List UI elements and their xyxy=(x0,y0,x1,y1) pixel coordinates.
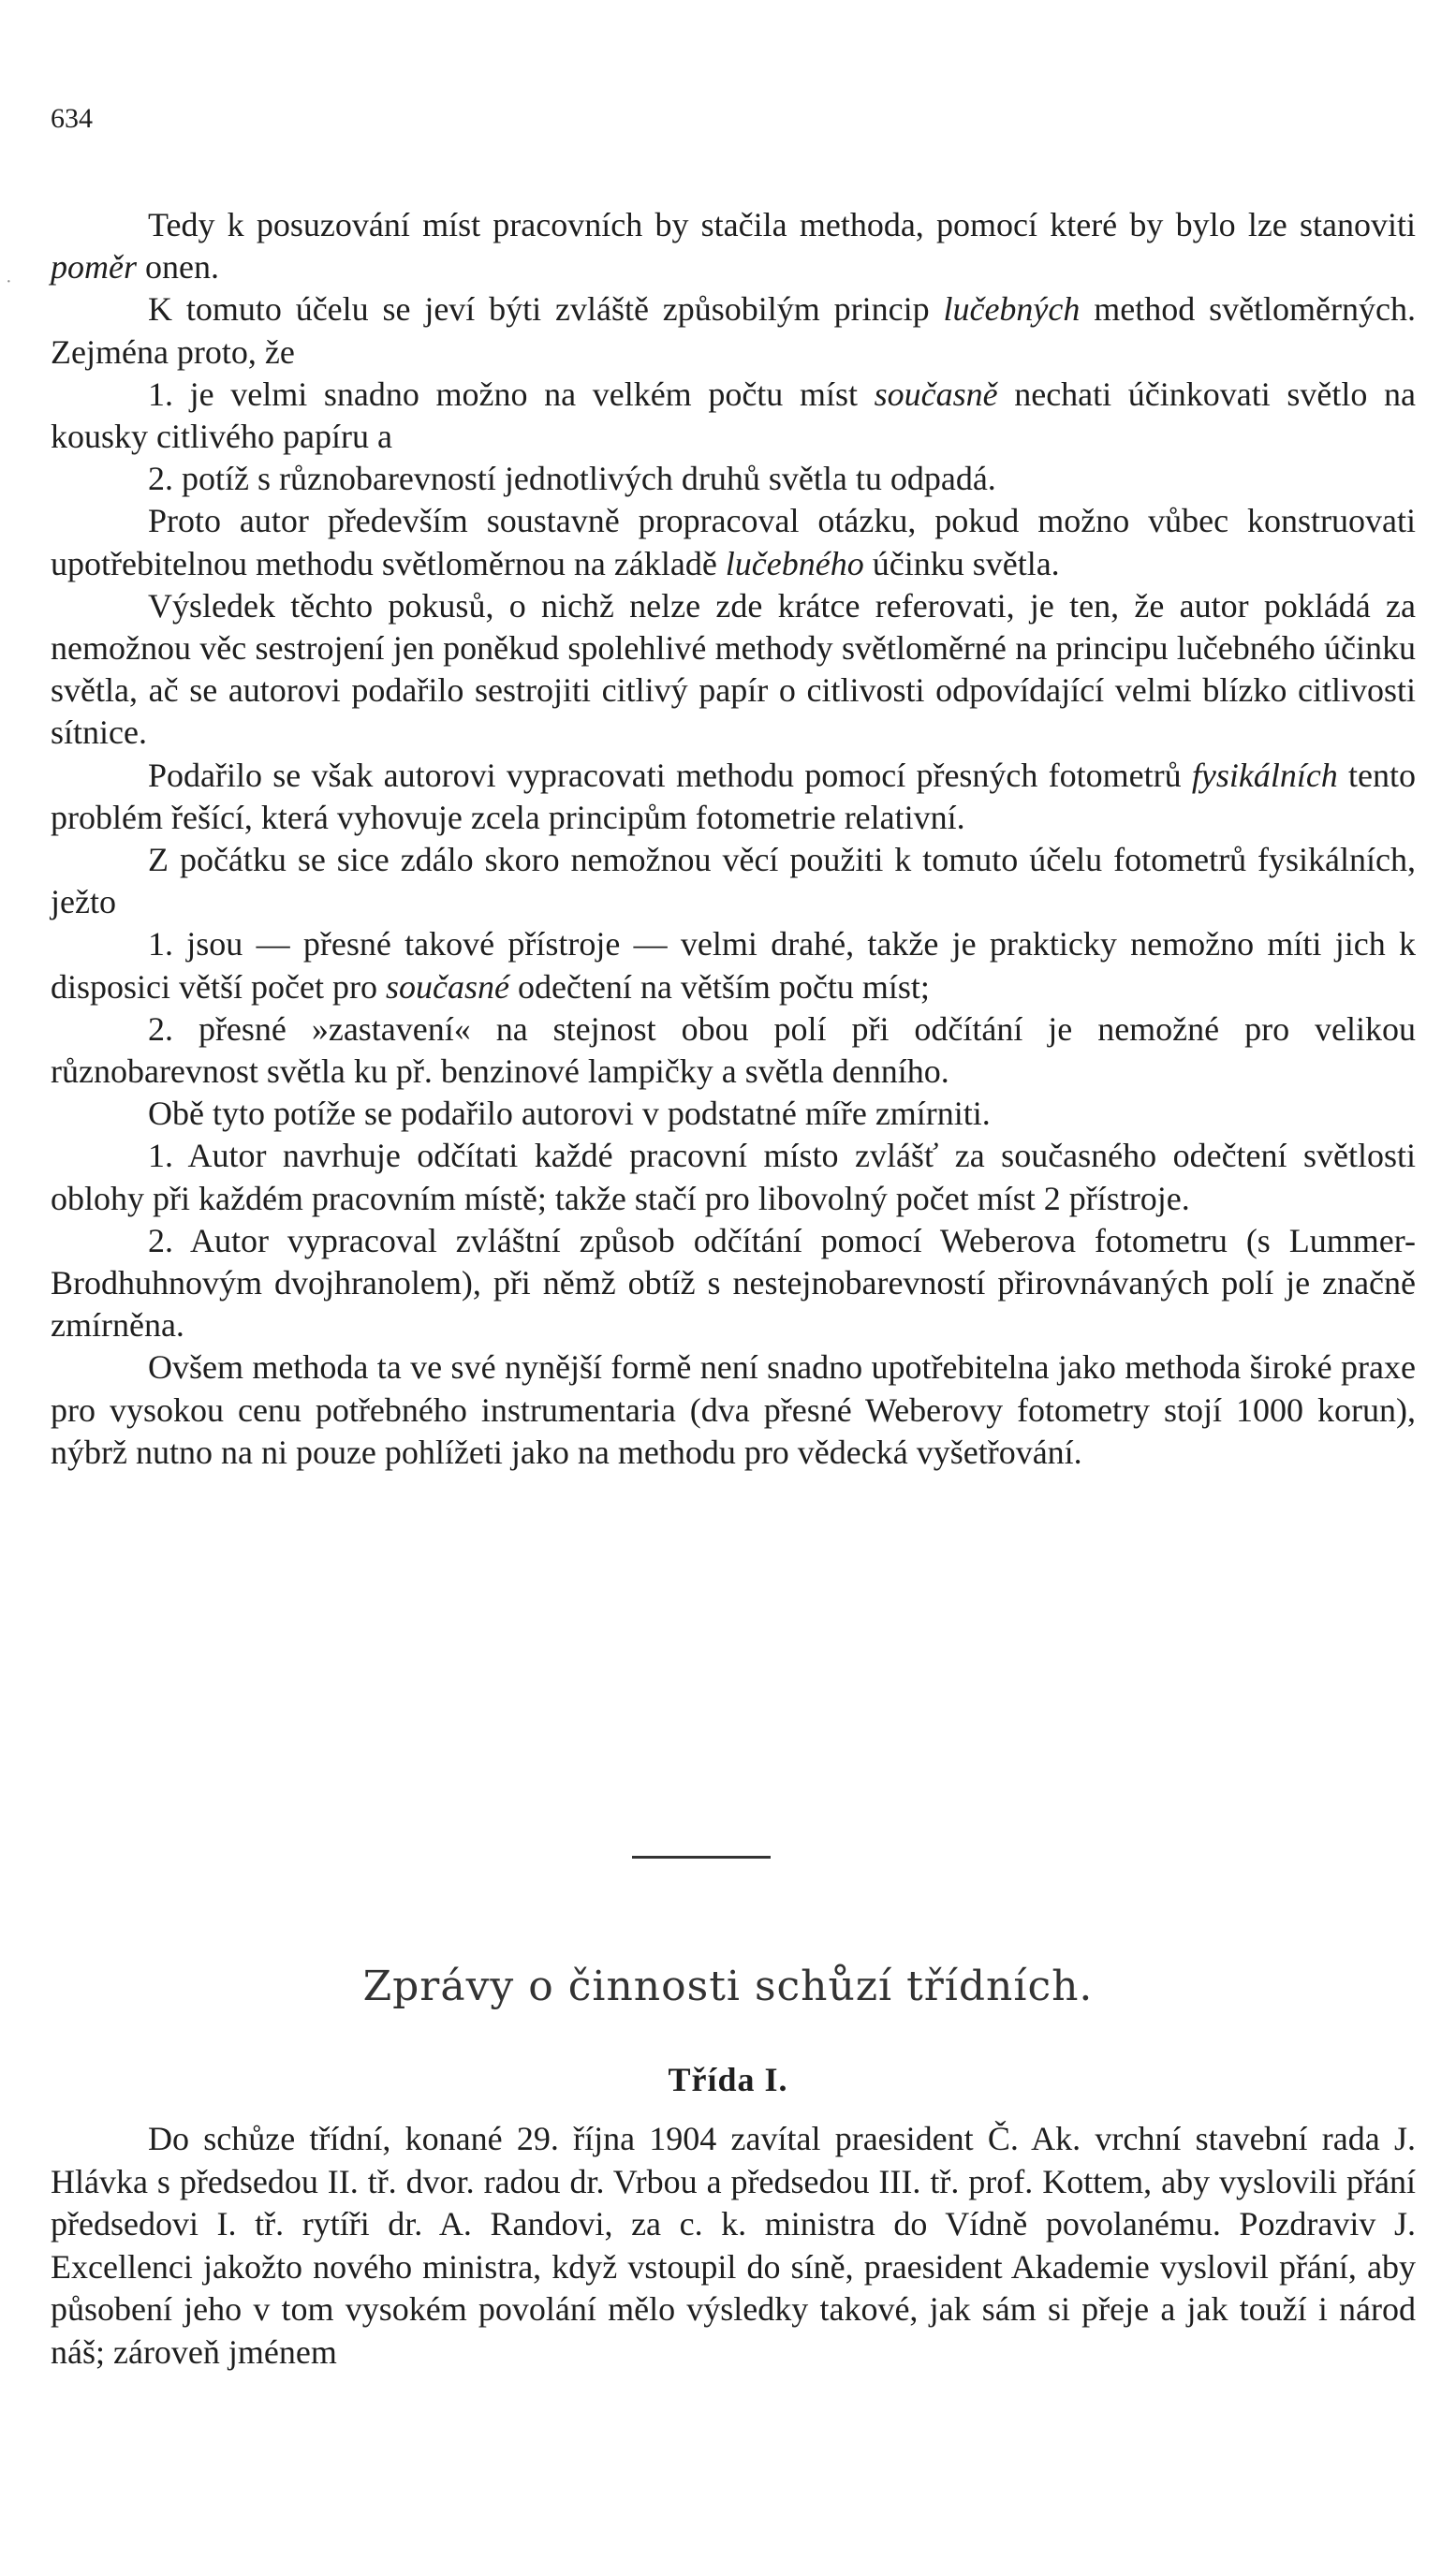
section-divider xyxy=(632,1856,771,1859)
paragraph: 2. přesné »zastavení« na stejnost obou polí při odčítání je nemožné pro velikou různobarevnost světla ku př. benzinové lampičky a světla denního. xyxy=(51,1009,1416,1091)
paragraph: 1. jsou — přesné takové přístroje — velmi drahé, takže je prakticky nemožno míti jich k disposici větší počet pro současné odečtení na větším počtu míst; xyxy=(51,925,1416,1006)
paragraph: 1. je velmi snadno možno na velkém počtu míst současně nechati účinkovati světlo na kousky citlivého papíru a xyxy=(51,375,1416,456)
paragraph: Ovšem methoda ta ve své nynější formě není snadno upotřebitelna jako methoda široké praxe pro vysokou cenu potřebného instrumentaria (dva přesné Weberovy fotometry stojí 1000 korun), nýbrž nutno na ni pouze pohlížeti jako na methodu pro vědecká vyšetřování. xyxy=(51,1348,1416,1471)
section-title: Zprávy o činnosti schůzí třídních. xyxy=(362,1963,1094,2010)
page-number: 634 xyxy=(51,103,93,134)
report-text xyxy=(51,2118,1416,2374)
paragraph: Proto autor především soustavně propracoval otázku, pokud možno vůbec konstruovati upotřebitelnou methodu světloměrnou na základě lučebného účinku světla. xyxy=(51,502,1416,582)
paragraph: Podařilo se však autorovi vypracovati methodu pomocí přesných fotometrů fysikálních tento problém řešící, která vyhovuje zcela principům fotometrie relativní. xyxy=(51,756,1417,836)
paragraph: Výsledek těchto pokusů, o nichž nelze zde krátce referovati, je ten, že autor pokládá za nemožnou věc sestrojení jen poněkud spolehlivé methody světloměrné na principu lučebného účinku světla, ač se autorovi podařilo sestrojiti citlivý papír o citlivosti odpovídající velmi blízko citlivosti sítnice. xyxy=(51,586,1416,752)
paragraph: 1. Autor navrhuje odčítati každé pracovní místo zvlášť za současného odečtení světlosti oblohy při každém pracovním místě; takže stačí pro libovolný počet míst 2 přístroje. xyxy=(51,1137,1416,1217)
margin-mark: · xyxy=(6,272,12,292)
paragraph: Z počátku se sice zdálo skoro nemožnou věcí použiti k tomuto účelu fotometrů fysikálních, ježto xyxy=(51,841,1416,921)
paragraph: Tedy k posuzování míst pracovních by stačila methoda, pomocí které by bylo lze stanoviti poměr onen. xyxy=(51,206,1416,287)
paragraph: Do schůze třídní, konané 29. října 1904 zavítal praesident Č. Ak. vrchní stavební rada J. Hlávka s předsedou II. tř. dvor. radou dr. Vrbou a předsedou III. tř. prof. Kottem, aby vyslovili přání předsedovi I. tř. rytíři dr. A. Randovi, za c. k. ministra do Vídně povolanému. Pozdraviv J. Excellenci jakožto nového ministra, když vstoupil do síně, praesident Akademie vyslovil přání, aby působení jeho v tom vysokém povolání mělo výsledky takové, jak sám si přeje a jak touží i národ náš; zároveň jménem xyxy=(51,2120,1416,2371)
paragraph: K tomuto účelu se jeví býti zvláště způsobilým princip lučebných method světloměrných. Zejména proto, že xyxy=(51,290,1417,371)
class-heading: Třída I. xyxy=(668,2061,788,2098)
paragraph: 2. potíž s různobarevností jednotlivých druhů světla tu odpadá. xyxy=(148,460,996,498)
body-text xyxy=(51,204,1416,1474)
paragraph: 2. Autor vypracoval zvláštní způsob odčítání pomocí Weberova fotometru (s Lummer-Brodhuhnovým dvojhranolem), při němž obtíž s nestejnobarevností přirovnávaných polí je značně zmírněna. xyxy=(51,1221,1416,1345)
paragraph: Obě tyto potíže se podařilo autorovi v podstatné míře zmírniti. xyxy=(148,1095,991,1133)
